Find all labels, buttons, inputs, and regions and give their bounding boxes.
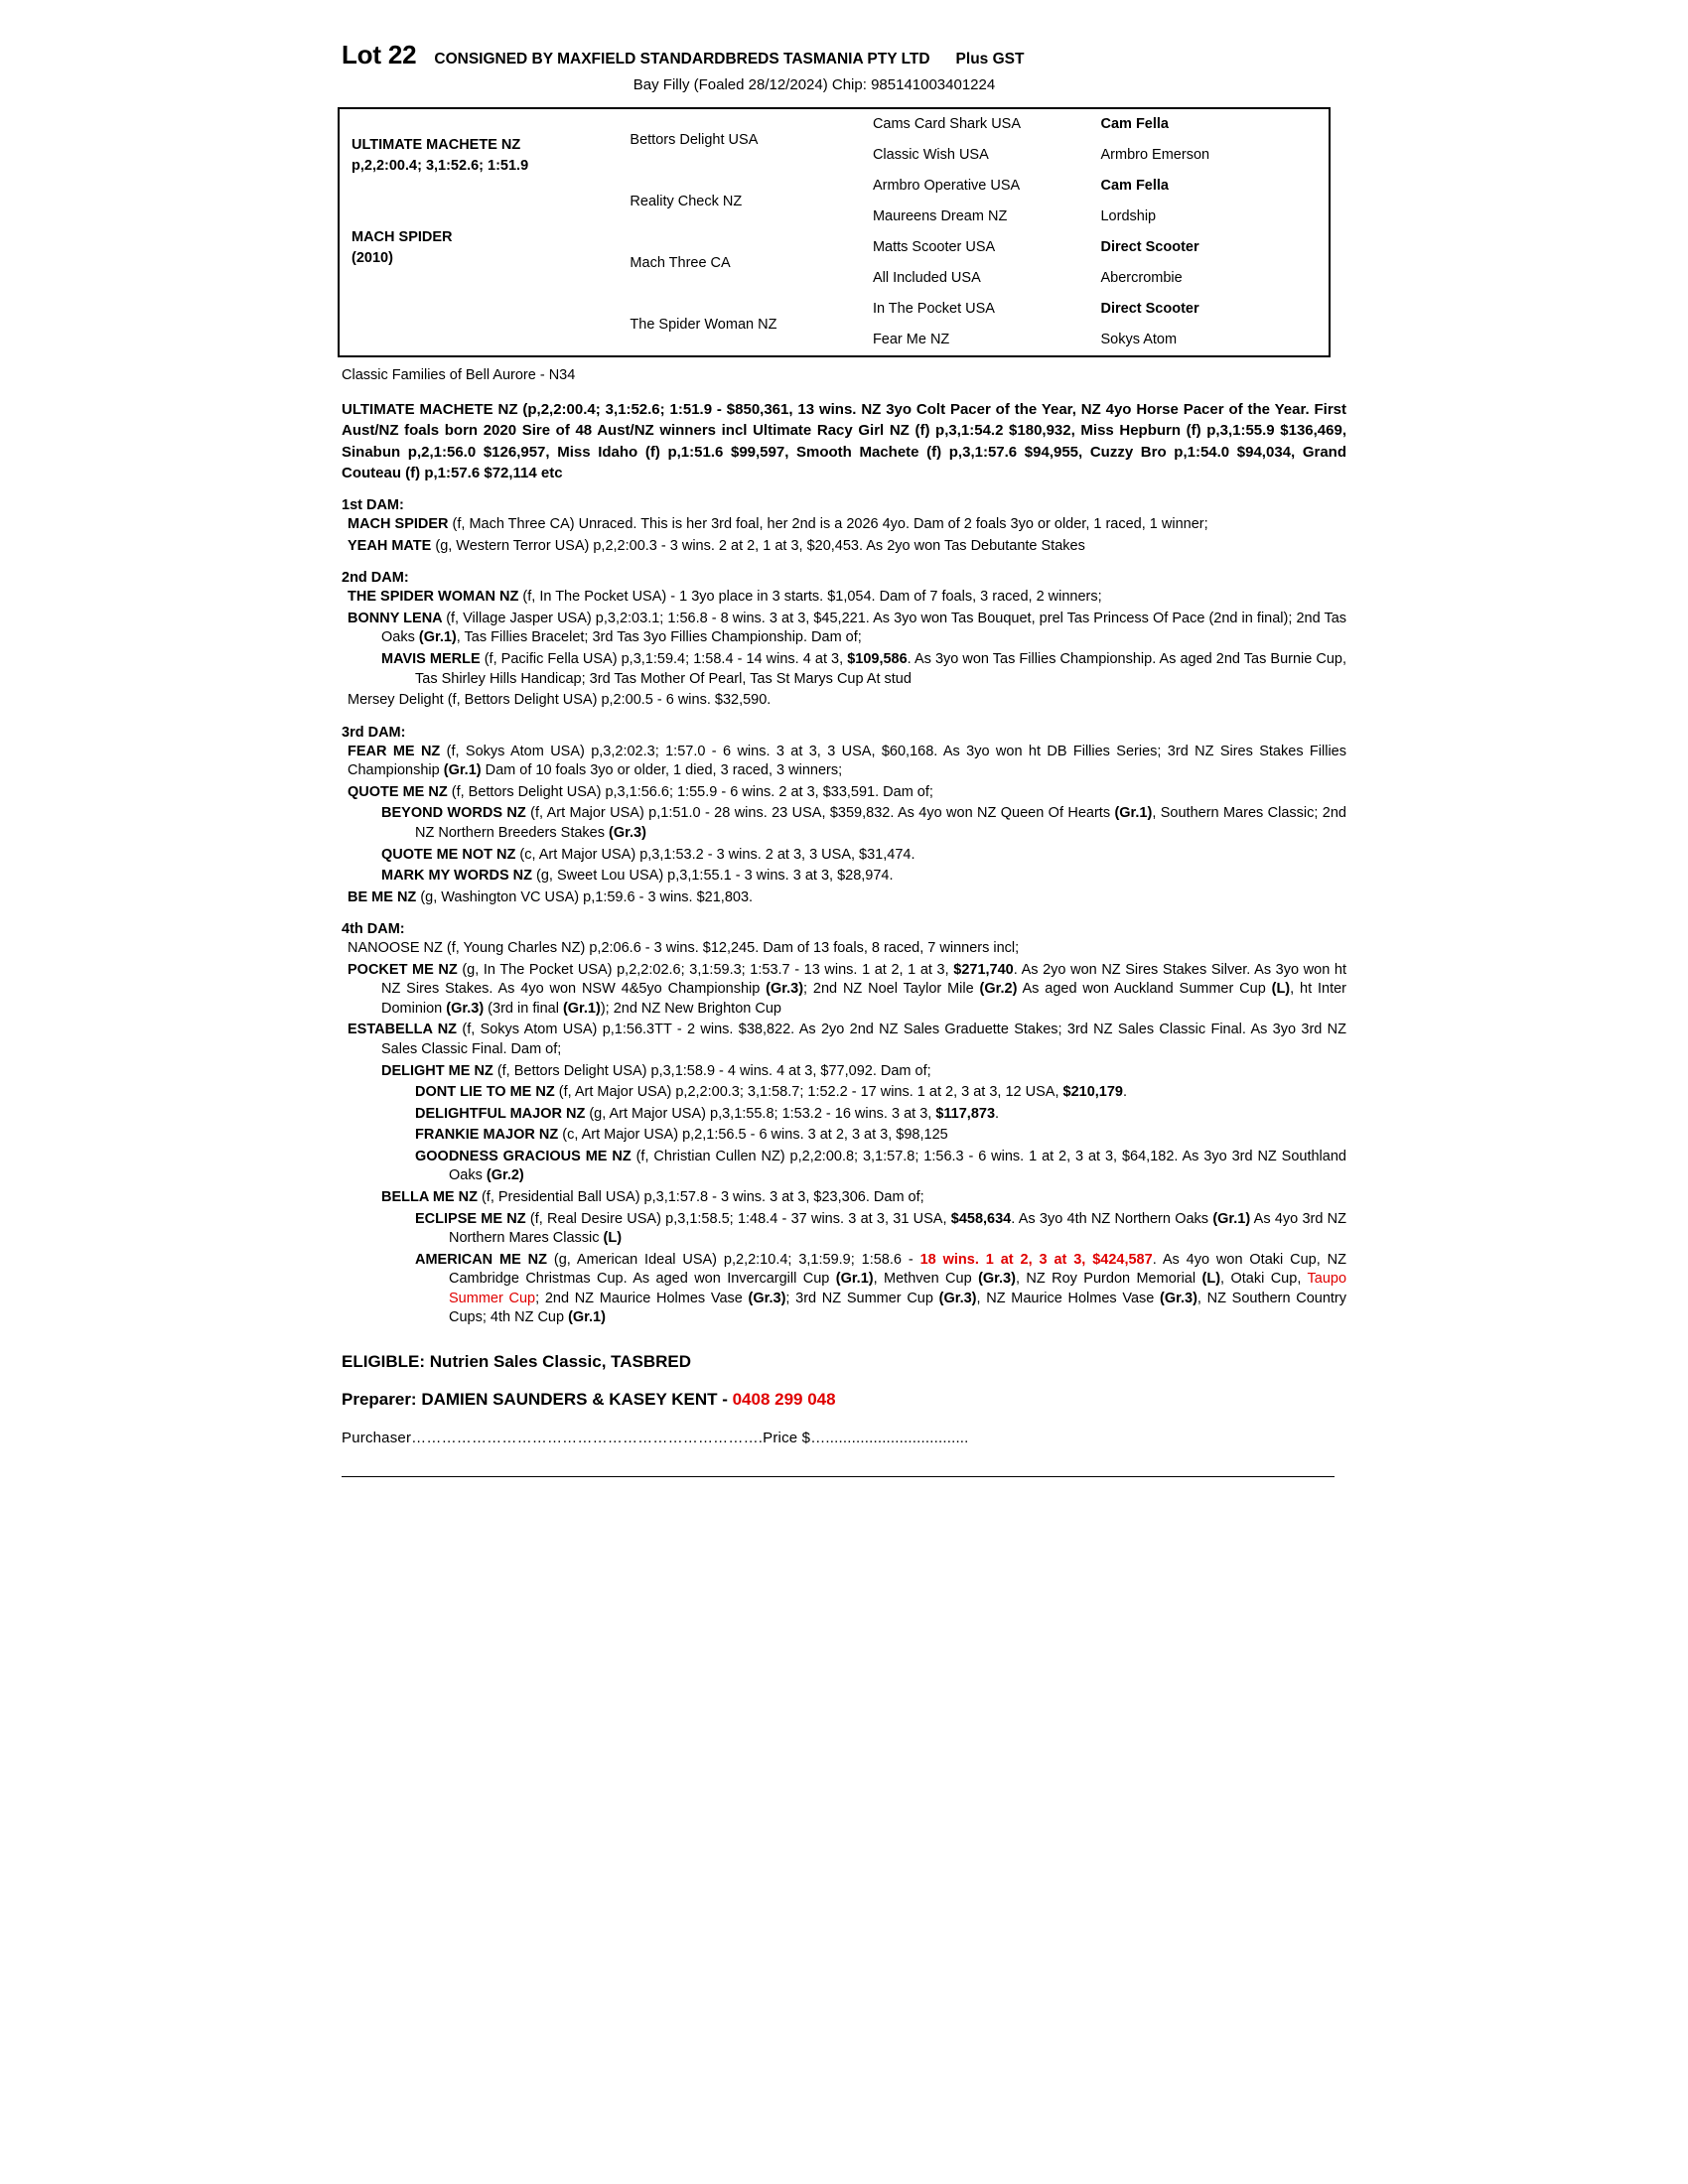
pedigree-gen3-cell: All Included USA [872, 270, 981, 287]
pedigree-entry [338, 610, 1350, 648]
pedigree-sire-name: ULTIMATE MACHETE NZ [352, 137, 521, 154]
entry-text: GOODNESS GRACIOUS ME NZ [415, 1148, 636, 1164]
entry-text: BEYOND WORDS NZ [381, 805, 531, 822]
entry-text: (Gr.3) [978, 1271, 1016, 1288]
entry-text: $458,634 [950, 1210, 1012, 1227]
entry-text: (g, Sweet Lou USA) p,3,1:55.1 - 3 wins. 3 at 3, $28,974. [536, 868, 894, 885]
entry-text: (f, Sokys Atom USA) p,1:56.3TT - 2 wins. $38,822. As 2yo 2nd NZ Sales Graduette Stakes; 3rd NZ Sales Classic Final. As 3yo 3rd NZ Sales Classic Final. Dam of; [381, 1022, 1346, 1057]
pedigree-entry [338, 804, 1350, 843]
pedigree-sire-record: p,2,2:00.4; 3,1:52.6; 1:51.9 [352, 157, 529, 174]
pedigree-sire [340, 109, 622, 202]
entry-text: (g, In The Pocket USA) p,2,2:02.6; 3,1:59.3; 1:53.7 - 13 wins. 1 at 2, 1 at 3, [462, 961, 954, 978]
entry-text: (3rd in final [484, 1000, 563, 1017]
pedigree-entry [338, 1021, 1350, 1059]
pedigree-dam-year: (2010) [352, 249, 393, 266]
entry-text: ; 2nd NZ Noel Taylor Mile [803, 981, 980, 998]
pedigree-dam-name: MACH SPIDER [352, 229, 453, 246]
entry-text: YEAH MATE [348, 537, 436, 554]
entry-text: ESTABELLA NZ [348, 1022, 463, 1038]
entry-text: QUOTE ME NOT NZ [381, 846, 520, 863]
preparer-phone: 0408 299 048 [732, 1389, 836, 1409]
pedigree-col-gen4 [1092, 109, 1329, 355]
entry-text: . As 4yo won Otaki Cup, NZ Cambridge Christmas Cup. As aged won Invercargill Cup [449, 1251, 1346, 1288]
purchaser-line: Purchaser…………………………………………………………….Price $…................................. [342, 1429, 969, 1446]
entry-text: (Gr.3) [766, 981, 804, 998]
entry-text: $271,740 [953, 961, 1014, 978]
pedigree-gen4-cell: Armbro Emerson [1100, 147, 1210, 164]
pedigree-gen3-cell: In The Pocket USA [872, 301, 995, 318]
pedigree-entry [338, 1083, 1350, 1103]
pedigree-entry [338, 961, 1350, 1020]
entry-text: (Gr.1) [1114, 805, 1153, 822]
pedigree-entry [338, 537, 1350, 557]
catalogue-sheet [338, 40, 1350, 1477]
pedigree-gen2-cell: Bettors Delight USA [630, 131, 759, 148]
entry-text: , NZ Southern Country Cups; 4th NZ Cup [449, 1290, 1346, 1326]
pedigree-entry [338, 1062, 1350, 1082]
entry-text: . [1123, 1084, 1128, 1101]
entry-text: (Gr.3) [446, 1000, 485, 1017]
pedigree-col-gen2 [622, 109, 865, 355]
entry-text: (f, Sokys Atom USA) p,3,2:02.3; 1:57.0 - 6 wins. 3 at 3, 3 USA, $60,168. As 3yo won ht DB Fillies Series; 3rd NZ Sires Stakes Fillies Championship [348, 743, 1346, 779]
horse-description: Bay Filly (Foaled 28/12/2024) Chip: 985141003401224 [633, 76, 996, 93]
header-line-1 [338, 40, 1350, 70]
pedigree-entry [338, 1210, 1350, 1249]
entry-text: (Gr.3) [938, 1290, 977, 1306]
entry-text: As aged won Auckland Summer Cup [1017, 981, 1272, 998]
pedigree-gen3-cell: Matts Scooter USA [872, 239, 996, 256]
pedigree-gen3-cell: Armbro Operative USA [872, 178, 1021, 195]
entry-text: (L) [603, 1230, 623, 1247]
entry-text: DONT LIE TO ME NZ [415, 1084, 559, 1101]
pedigree-entry [338, 867, 1350, 887]
pedigree-table [338, 107, 1331, 357]
pedigree-entry [338, 939, 1350, 959]
entry-text: MAVIS MERLE [381, 651, 485, 667]
preparer-line [338, 1390, 1350, 1410]
entry-text: MACH SPIDER [348, 516, 453, 533]
preparer-label: Preparer: DAMIEN SAUNDERS & KASEY KENT - [342, 1389, 733, 1409]
entry-text: (Gr.1) [1212, 1210, 1251, 1227]
pedigree-entry [338, 783, 1350, 803]
entry-text: (Gr.3) [609, 824, 646, 841]
entry-text: ); 2nd NZ New Brighton Cup [600, 1000, 781, 1017]
pedigree-entry [338, 650, 1350, 689]
pedigree-gen4-cell: Sokys Atom [1100, 332, 1178, 348]
pedigree-entry [338, 588, 1350, 608]
entry-text: (Gr.1) [418, 629, 457, 646]
entry-text: (f, Art Major USA) p,1:51.0 - 28 wins. 23 USA, $359,832. As 4yo won NZ Queen Of Hearts [530, 805, 1115, 822]
entry-text: DELIGHT ME NZ [381, 1062, 497, 1079]
entry-text: (f, In The Pocket USA) - 1 3yo place in 3 starts. $1,054. Dam of 7 foals, 3 raced, 2 winners; [522, 589, 1102, 606]
entry-text: (f, Art Major USA) p,2,2:00.3; 3,1:58.7; 1:52.2 - 17 wins. 1 at 2, 3 at 3, 12 USA, [558, 1084, 1063, 1101]
footer-divider [342, 1476, 1335, 1477]
entry-text: . [995, 1105, 1000, 1122]
entry-text: $117,873 [935, 1105, 996, 1122]
entry-text: (f, Real Desire USA) p,3,1:58.5; 1:48.4 - 37 wins. 3 at 3, 31 USA, [529, 1210, 951, 1227]
entry-text: ; 3rd NZ Summer Cup [785, 1290, 939, 1306]
pedigree-gen4-cell: Lordship [1100, 208, 1157, 225]
entry-text: (c, Art Major USA) p,3,1:53.2 - 3 wins. 2 at 3, 3 USA, $31,474. [519, 846, 915, 863]
entry-text: , NZ Maurice Holmes Vase [976, 1290, 1161, 1306]
entry-text: ECLIPSE ME NZ [415, 1210, 530, 1227]
entry-text: (Gr.1) [562, 1000, 601, 1017]
pedigree-gen4-cell: Cam Fella [1100, 178, 1169, 195]
pedigree-entry [338, 888, 1350, 908]
entry-text: , Tas Fillies Bracelet; 3rd Tas 3yo Fillies Championship. Dam of; [456, 629, 862, 646]
pedigree-col-gen3 [865, 109, 1093, 355]
entry-text: As 4yo 3rd NZ Northern Mares Classic [449, 1210, 1346, 1247]
dam-heading: 3rd DAM: [342, 724, 406, 741]
entry-text: (f, Bettors Delight USA) p,3,1:56.6; 1:55.9 - 6 wins. 2 at 3, $33,591. Dam of; [451, 783, 933, 800]
pedigree-entry [338, 1251, 1350, 1328]
entry-text: (f, Bettors Delight USA) p,3,1:58.9 - 4 wins. 4 at 3, $77,092. Dam of; [496, 1062, 931, 1079]
entry-text: NANOOSE NZ (f, Young Charles NZ) p,2:06.6 - 3 wins. $12,245. Dam of 13 foals, 8 raced, 7 winners incl; [348, 940, 1020, 957]
entry-text: (f, Presidential Ball USA) p,3,1:57.8 - 3 wins. 3 at 3, $23,306. Dam of; [481, 1188, 924, 1205]
dam-heading: 4th DAM: [342, 921, 405, 938]
entry-text: . As 2yo won NZ Sires Stakes Silver. As 3yo won ht NZ Sires Stakes. As 4yo won NSW 4&5yo Championship [381, 961, 1346, 998]
entry-text: (L) [1201, 1271, 1221, 1288]
sire-summary-paragraph: ULTIMATE MACHETE NZ (p,2,2:00.4; 3,1:52.6; 1:51.9 - $850,361, 13 wins. NZ 3yo Colt Pacer of the Year, NZ 4yo Horse Pacer of the Year. First Aust/NZ foals born 2020 Sire of 48 Aust/NZ winners incl Ultimate Racy Girl NZ (f) p,3,1:54.2 $180,932, Miss Hepburn (f) p,3,1:55.9 $136,469, Sinabun p,2,1:56.0 $126,957, Miss Idaho (f) p,1:51.6 $99,597, Smooth Machete (f) p,3,1:57.6 $94,955, Cuzzy Bro p,1:54.0 $94,034, Grand Couteau (f) p,1:57.6 $72,114 etc [342, 401, 1346, 481]
entry-text: THE SPIDER WOMAN NZ [348, 589, 523, 606]
entry-text: POCKET ME NZ [348, 961, 463, 978]
entry-text: (Gr.1) [443, 762, 482, 779]
entry-text: QUOTE ME NZ [348, 783, 452, 800]
entry-text: . As 3yo won Tas Fillies Championship. As aged 2nd Tas Burnie Cup, Tas Shirley Hills Handicap; 3rd Tas Mother Of Pearl, Tas St Marys Cup At stud [415, 651, 1347, 687]
dam-heading: 1st DAM: [342, 497, 404, 514]
pedigree-gen3-cell: Classic Wish USA [872, 147, 989, 164]
consignor-label: CONSIGNED BY MAXFIELD STANDARDBREDS TASMANIA PTY LTD [434, 51, 930, 68]
entry-text: (g, American Ideal USA) p,2,2:10.4; 3,1:59.9; 1:58.6 - [553, 1251, 920, 1268]
entry-text: BE ME NZ [348, 888, 421, 905]
entry-text: (Gr.1) [568, 1309, 606, 1326]
entry-text: (f, Pacific Fella USA) p,3,1:59.4; 1:58.4 - 14 wins. 4 at 3, [484, 651, 848, 667]
pedigree-gen3-cell: Fear Me NZ [872, 332, 950, 348]
entry-text: DELIGHTFUL MAJOR NZ [415, 1105, 590, 1122]
entry-text: , Methven Cup [873, 1271, 979, 1288]
entry-text: $109,586 [847, 651, 908, 667]
entry-text: (g, Art Major USA) p,3,1:55.8; 1:53.2 - 16 wins. 3 at 3, [589, 1105, 936, 1122]
entry-text: , NZ Roy Purdon Memorial [1015, 1271, 1202, 1288]
pedigree-entry [338, 515, 1350, 535]
entry-text: (L) [1271, 981, 1291, 998]
entry-text: Mersey Delight (f, Bettors Delight USA) p,2:00.5 - 6 wins. $32,590. [348, 692, 772, 709]
entry-text: ; 2nd NZ Maurice Holmes Vase [535, 1290, 749, 1306]
pedigree-entry [338, 1126, 1350, 1146]
dam-sections [338, 497, 1350, 1328]
entry-text: BONNY LENA [348, 610, 447, 626]
entry-text: (Gr.3) [1160, 1290, 1197, 1306]
pedigree-entry [338, 691, 1350, 711]
entry-text: , Southern Mares Classic; 2nd NZ Northern Breeders Stakes [415, 805, 1346, 841]
pedigree-dam [340, 202, 622, 294]
pedigree-gen2-cell: Mach Three CA [630, 254, 731, 271]
pedigree-entry [338, 1105, 1350, 1125]
pedigree-gen4-cell: Cam Fella [1100, 116, 1169, 133]
entry-text: (f, Mach Three CA) Unraced. This is her 3rd foal, her 2nd is a 2026 4yo. Dam of 2 foals 3yo or older, 1 raced, 1 winner; [452, 516, 1208, 533]
entry-text: AMERICAN ME NZ [415, 1251, 554, 1268]
dam-heading: 2nd DAM: [342, 570, 409, 587]
entry-text: . As 3yo 4th NZ Northern Oaks [1011, 1210, 1213, 1227]
entry-text: MARK MY WORDS NZ [381, 868, 537, 885]
entry-text: (f, Christian Cullen NZ) p,2,2:00.8; 3,1:57.8; 1:56.3 - 6 wins. 1 at 2, 3 at 3, $64,182. As 3yo 3rd NZ Southland Oaks [449, 1148, 1346, 1184]
entry-text: (c, Art Major USA) p,2,1:56.5 - 6 wins. 3 at 2, 3 at 3, $98,125 [562, 1127, 948, 1144]
pedigree-entry [338, 1148, 1350, 1186]
pedigree-gen3-cell: Maureens Dream NZ [872, 208, 1008, 225]
entry-text: Taupo Summer Cup [449, 1271, 1347, 1306]
entry-text: FEAR ME NZ [348, 743, 447, 759]
entry-text: (Gr.1) [835, 1271, 874, 1288]
pedigree-gen2-cell: Reality Check NZ [630, 193, 743, 209]
entry-text: BELLA ME NZ [381, 1188, 482, 1205]
pedigree-gen3-cell: Cams Card Shark USA [872, 116, 1022, 133]
pedigree-entry [338, 846, 1350, 866]
classic-families-line: Classic Families of Bell Aurore - N34 [342, 367, 576, 383]
pedigree-col-sire-dam [340, 109, 622, 355]
entry-text: Dam of 10 foals 3yo or older, 1 died, 3 raced, 3 winners; [481, 762, 843, 779]
entry-text: (Gr.2) [486, 1167, 524, 1184]
entry-text: FRANKIE MAJOR NZ [415, 1127, 563, 1144]
entry-text: , ht Inter Dominion [381, 981, 1346, 1017]
entry-text: (Gr.2) [979, 981, 1018, 998]
eligible-line: ELIGIBLE: Nutrien Sales Classic, TASBRED [342, 1351, 692, 1371]
plus-gst-label: Plus GST [955, 51, 1025, 68]
entry-text: (g, Western Terror USA) p,2,2:00.3 - 3 wins. 2 at 2, 1 at 3, $20,453. As 2yo won Tas Debutante Stakes [435, 537, 1085, 554]
pedigree-entry [338, 743, 1350, 781]
pedigree-gen4-cell: Abercrombie [1100, 270, 1183, 287]
pedigree-gen4-cell: Direct Scooter [1100, 301, 1199, 318]
pedigree-gen2-cell: The Spider Woman NZ [630, 316, 777, 333]
entry-text: , Otaki Cup, [1220, 1271, 1308, 1288]
entry-text: (f, Village Jasper USA) p,3,2:03.1; 1:56.8 - 8 wins. 3 at 3, $45,221. As 3yo won Tas Bouquet, prel Tas Princess Of Pace (2nd in final); 2nd Tas Oaks [381, 610, 1347, 646]
entry-text: (Gr.3) [748, 1290, 786, 1306]
entry-text: $210,179 [1062, 1084, 1123, 1101]
pedigree-entry [338, 1188, 1350, 1208]
pedigree-gen4-cell: Direct Scooter [1100, 239, 1199, 256]
entry-text: 18 wins. 1 at 2, 3 at 3, $424,587 [919, 1251, 1153, 1268]
lot-number: Lot 22 [342, 40, 417, 69]
entry-text: (g, Washington VC USA) p,1:59.6 - 3 wins. $21,803. [420, 888, 754, 905]
